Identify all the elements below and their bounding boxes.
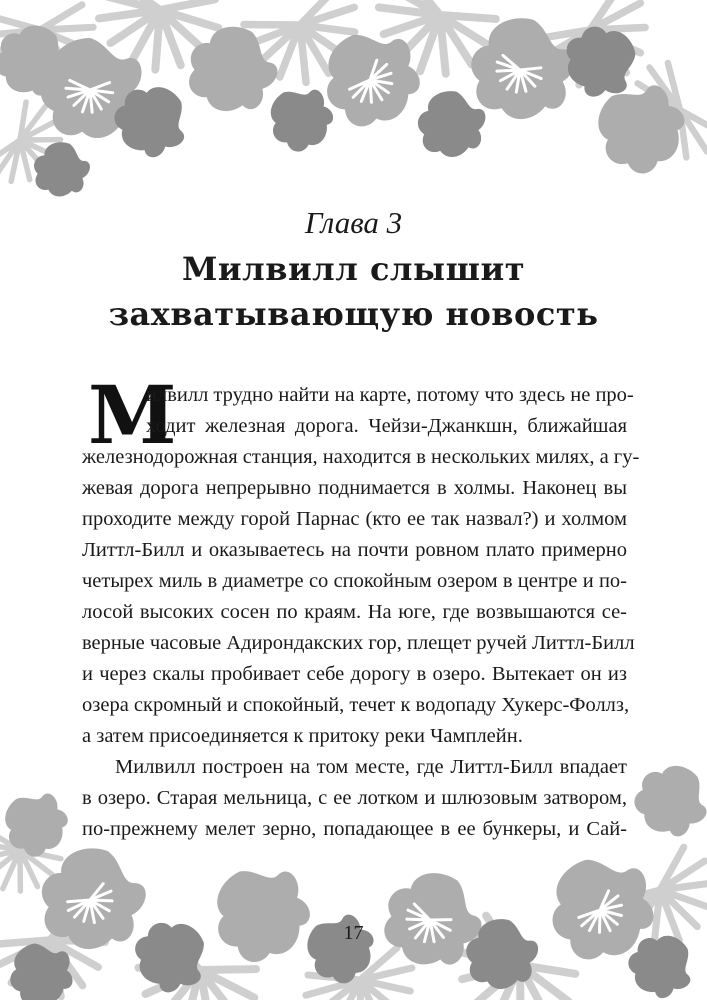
body-line: по-прежнему мелет зерно, попадающее в ее бункеры, и Сай-	[82, 818, 627, 840]
body-line: илвилл трудно найти на карте, потому что здесь не про-	[146, 384, 634, 406]
top-pine-branch-ornament	[0, 0, 707, 205]
body-line: лосой высоких сосен по краям. На юге, где возвышаются се-	[82, 601, 627, 623]
chapter-title	[0, 247, 707, 337]
chapter-title-line-1: Милвилл слышит	[181, 250, 526, 288]
body-line: жевая дорога непрерывно поднимается в холмы. Наконец вы	[82, 477, 627, 499]
body-line: железнодорожная станция, находится в нескольких милях, а гу-	[82, 446, 640, 468]
chapter-title-line-2: захватывающую новость	[108, 295, 599, 333]
body-line: ходит железная дорога. Чейзи-Джанкшн, ближайшая	[146, 415, 627, 437]
drop-cap-letter: М	[88, 368, 177, 462]
body-line: в озеро. Старая мельница, с ее лотком и шлюзовым затвором,	[82, 787, 627, 809]
body-line: проходите между горой Парнас (кто ее так назвал?) и холмом	[82, 508, 627, 530]
body-line: верные часовые Адирондакских гор, плещет ручей Литтл-Билл	[82, 632, 635, 654]
body-line: Милвилл построен на том месте, где Литтл-Билл впадает	[115, 756, 627, 778]
page-number: 17	[343, 922, 364, 944]
body-line: а затем присоединяется к притоку реки Чамплейн.	[82, 725, 523, 747]
body-line: четырех миль в диаметре со спокойным озером в центре и по-	[82, 570, 627, 592]
body-line: и через скалы пробивает себе дорогу в озеро. Вытекает он из	[82, 663, 627, 685]
body-line: озера скромный и спокойный, течет к водопаду Хукерс-Фоллз,	[82, 694, 630, 716]
chapter-number: Глава 3	[304, 205, 403, 240]
body-line: Литтл-Билл и оказываетесь на почти ровном плато примерно	[82, 539, 627, 561]
